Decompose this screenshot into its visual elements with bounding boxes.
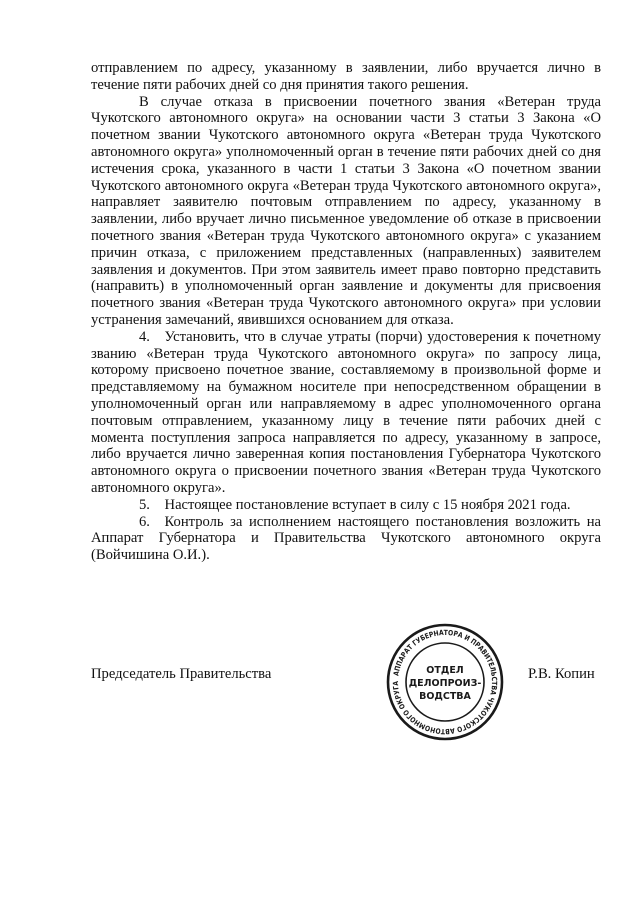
signature-title: Председатель Правительства bbox=[91, 666, 272, 682]
signature-name: Р.В. Копин bbox=[528, 666, 595, 682]
paragraph-refusal: В случае отказа в присвоении почетного звания «Ветеран труда Чукотского автономного округа» на основании части 3 статьи 3 Закона «О почетном звании Чукотского автономного округа «Ветеран труда Чукотского автономного округа» уполномоченный орган в течение пяти рабочих дней со дня истечения срока, указанного в части 1 статьи 3 Закона «О почетном звании Чукотского автономного округа «Ветеран труда Чукотского автономного округа», направляет заявителю почтовым отправлением по адресу, указанному в заявлении, либо вручает лично письменное уведомление об отказе в присвоении почетного звания «Ветеран труда Чукотского автономного округа» с указанием причин отказа, с приложением представленных (направленных) заявителем заявления и документов. При этом заявитель имеет право повторно представить (направить) в уполномоченный орган заявление и документы для присвоения почетного звания «Ветеран труда Чукотского автономного округа» при условии устранения замечаний, явившихся основанием для отказа. bbox=[91, 93, 601, 328]
paragraph-item-4: 4. Установить, что в случае утраты (порчи) удостоверения к почетному званию «Ветеран труда Чукотского автономного округа» по запросу лица, которому присвоено почетное звание, составляемому в произвольной форме и представляемому на бумажном носителе при непосредственном обращении в уполномоченный орган или направляемому в адрес уполномоченного органа почтовым отправлением, указанному лицу в течение пяти рабочих дней с момента поступления запроса направляется по адресу, указанному в запросе, либо вручается лично заверенная копия постановления Губернатора Чукотского автономного округа о присвоении почетного звания «Ветеран труда Чукотского автономного округа». bbox=[91, 328, 601, 496]
paragraph-item-5: 5. Настоящее постановление вступает в силу с 15 ноября 2021 года. bbox=[139, 496, 571, 513]
paragraph-continuation: отправлением по адресу, указанному в заявлении, либо вручается лично в течение пяти рабочих дней со дня принятия такого решения. bbox=[91, 60, 601, 93]
official-stamp-seal bbox=[385, 622, 505, 742]
stamp-center-line-2: ДЕЛОПРОИЗ- bbox=[408, 678, 482, 689]
stamp-ring-text: АППАРАТ ГУБЕРНАТОРА И ПРАВИТЕЛЬСТВА ЧУКОТСКОГО АВТОНОМНОГО ОКРУГА bbox=[390, 627, 500, 737]
stamp-center-line-1: ОТДЕЛ bbox=[426, 665, 464, 676]
stamp-center-line-3: ВОДСТВА bbox=[419, 691, 471, 702]
document-body bbox=[91, 60, 601, 564]
paragraph-item-6: 6. Контроль за исполнением настоящего постановления возложить на Аппарат Губернатора и Правительства Чукотского автономного округа (Войчишина О.И.). bbox=[91, 513, 601, 564]
